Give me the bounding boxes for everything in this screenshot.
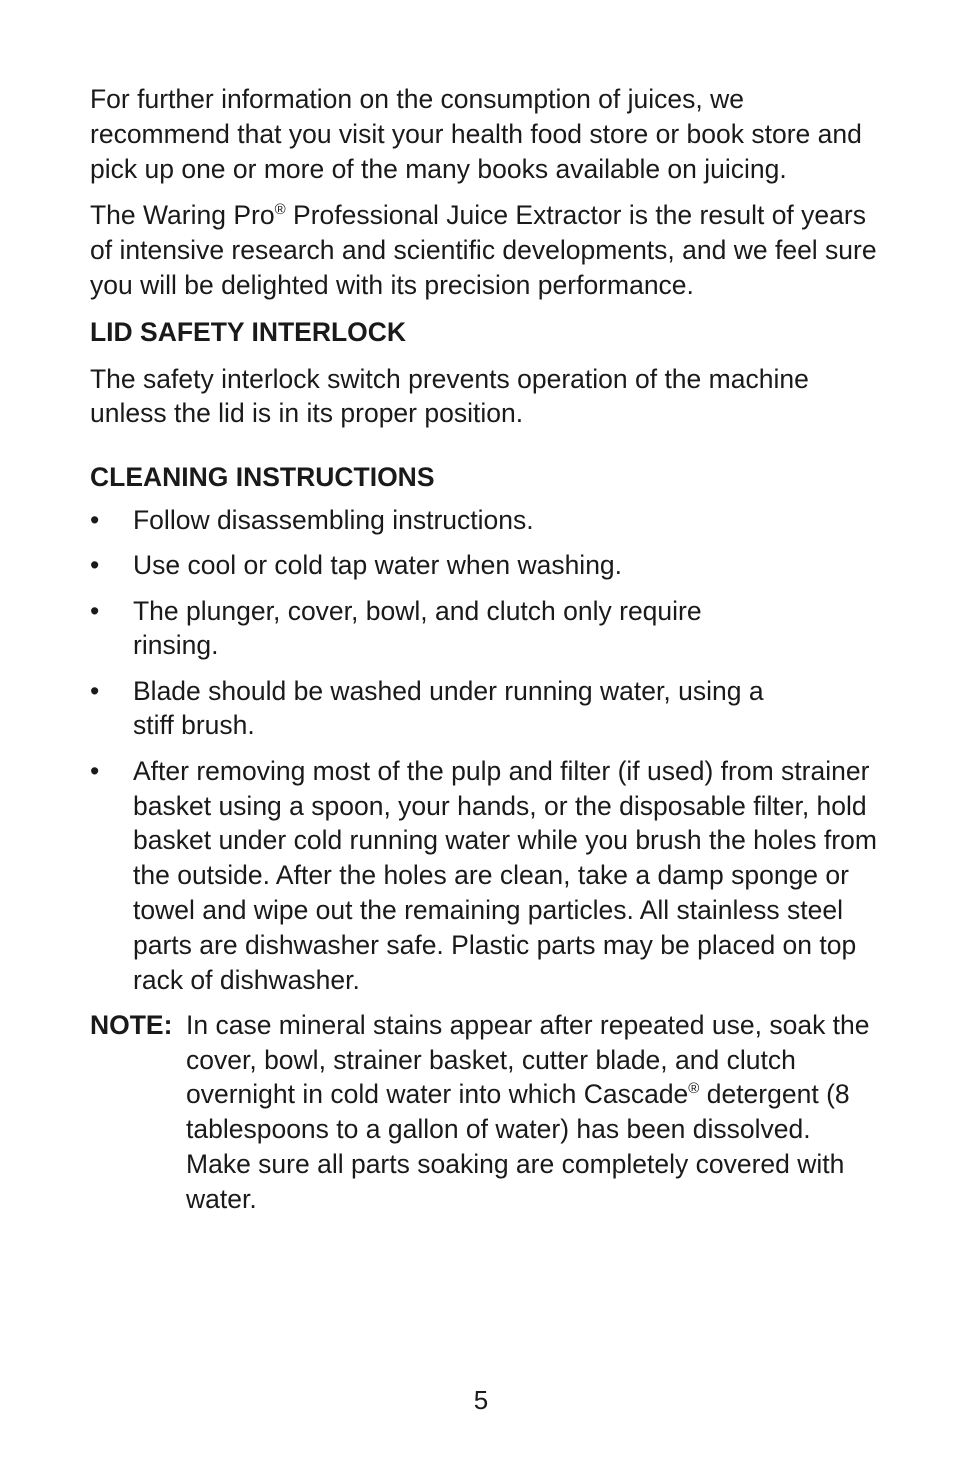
manual-page-content bbox=[90, 82, 880, 1217]
note-label: NOTE: bbox=[90, 1009, 173, 1040]
bullet-icon: • bbox=[90, 755, 100, 786]
list-item bbox=[90, 503, 880, 538]
note-block bbox=[90, 1008, 880, 1217]
page-number: 5 bbox=[473, 1385, 489, 1415]
intro-paragraph-2-end: Professional Juice Extractor is the result of years of intensive research and scientific developments, and we feel sure you will be delighted with its precision performance. bbox=[90, 200, 877, 300]
list-item-text: Use cool or cold tap water when washing. bbox=[133, 550, 623, 581]
cleaning-heading: CLEANING INSTRUCTIONS bbox=[90, 462, 435, 493]
bullet-icon: • bbox=[90, 504, 100, 535]
list-item bbox=[90, 594, 880, 664]
lid-safety-text: The safety interlock switch prevents operation of the machine unless the lid is in its proper position. bbox=[90, 363, 809, 429]
intro-paragraph-2-start: The Waring Pro bbox=[90, 200, 275, 231]
list-item bbox=[90, 754, 880, 998]
list-item-text: After removing most of the pulp and filter (if used) from strainer basket using a spoon, your hands, or the disposable filter, hold basket under cold running water while you brush the holes from the outside. After the holes are clean, take a damp sponge or towel and wipe out the remaining particles. All stainless steel parts are dishwasher safe. Plastic parts may be placed on top rack of dishwasher. bbox=[133, 755, 877, 995]
cleaning-list bbox=[90, 503, 880, 997]
list-item-text: The plunger, cover, bowl, and clutch only require rinsing. bbox=[133, 595, 702, 661]
bullet-icon: • bbox=[90, 675, 100, 706]
bullet-icon: • bbox=[90, 595, 100, 626]
note-text-end: detergent (8 tablespoons to a gallon of water) has been dissolved. Make sure all parts soaking are completely covered with water. bbox=[186, 1079, 850, 1214]
registered-mark: ® bbox=[688, 1080, 700, 1098]
intro-paragraph-2 bbox=[90, 198, 880, 302]
lid-safety-heading: LID SAFETY INTERLOCK bbox=[90, 316, 407, 347]
list-item-text: Blade should be washed under running water, using a stiff brush. bbox=[133, 675, 764, 741]
list-item bbox=[90, 548, 880, 583]
list-item-text: Follow disassembling instructions. bbox=[133, 504, 534, 535]
intro-paragraph-1: For further information on the consumption of juices, we recommend that you visit your health food store or book store and pick up one or more of the many books available on juicing. bbox=[90, 84, 862, 184]
list-item bbox=[90, 674, 880, 744]
registered-mark: ® bbox=[274, 201, 286, 219]
note-text-start: In case mineral stains appear after repeated use, soak the cover, bowl, strainer basket, cutter blade, and clutch overnight in cold water into which Cascade bbox=[186, 1009, 870, 1110]
bullet-icon: • bbox=[90, 550, 100, 581]
